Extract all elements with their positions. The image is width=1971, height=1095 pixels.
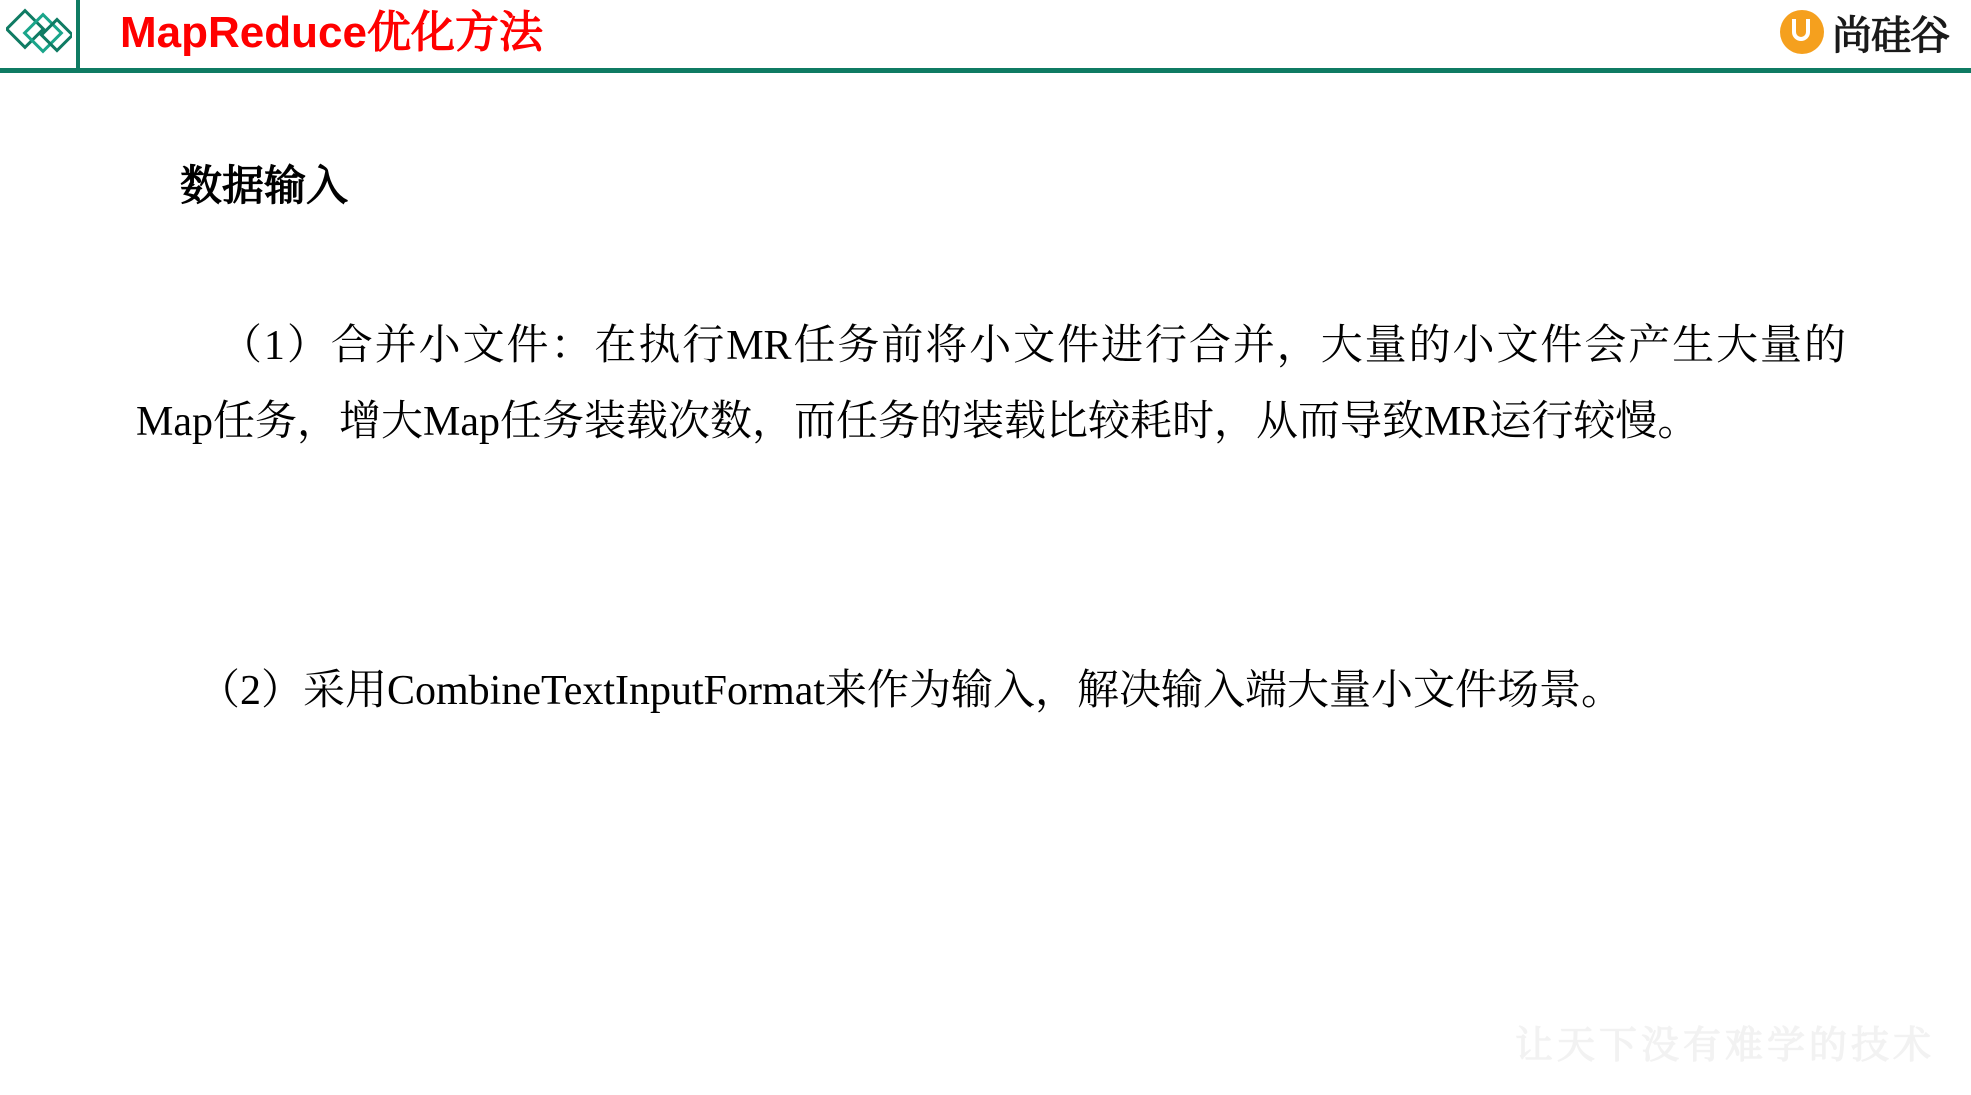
section-heading: 数据输入 — [180, 162, 349, 209]
atguigu-u-logo-icon — [1780, 10, 1824, 54]
brand-logo — [1780, 4, 1949, 60]
slide-body — [0, 73, 1971, 1095]
footer-slogan: 让天下没有难学的技术 — [1514, 1025, 1935, 1067]
paragraph-1: （1）合并小文件：在执行MR任务前将小文件进行合并，大量的小文件会产生大量的Map任务，增大Map任务装载次数，而任务的装载比较耗时，从而导致MR运行较慢。 — [136, 323, 1846, 445]
header-vertical-divider — [76, 0, 80, 68]
slide-header — [0, 0, 1971, 72]
paragraph-2: （2）采用CombineTextInputFormat来作为输入，解决输入端大量小文件场景。 — [198, 668, 1624, 714]
page-title: MapReduce优化方法 — [120, 8, 543, 57]
diamond-cluster-icon — [6, 6, 72, 62]
brand-name: 尚硅谷 — [1832, 13, 1949, 58]
